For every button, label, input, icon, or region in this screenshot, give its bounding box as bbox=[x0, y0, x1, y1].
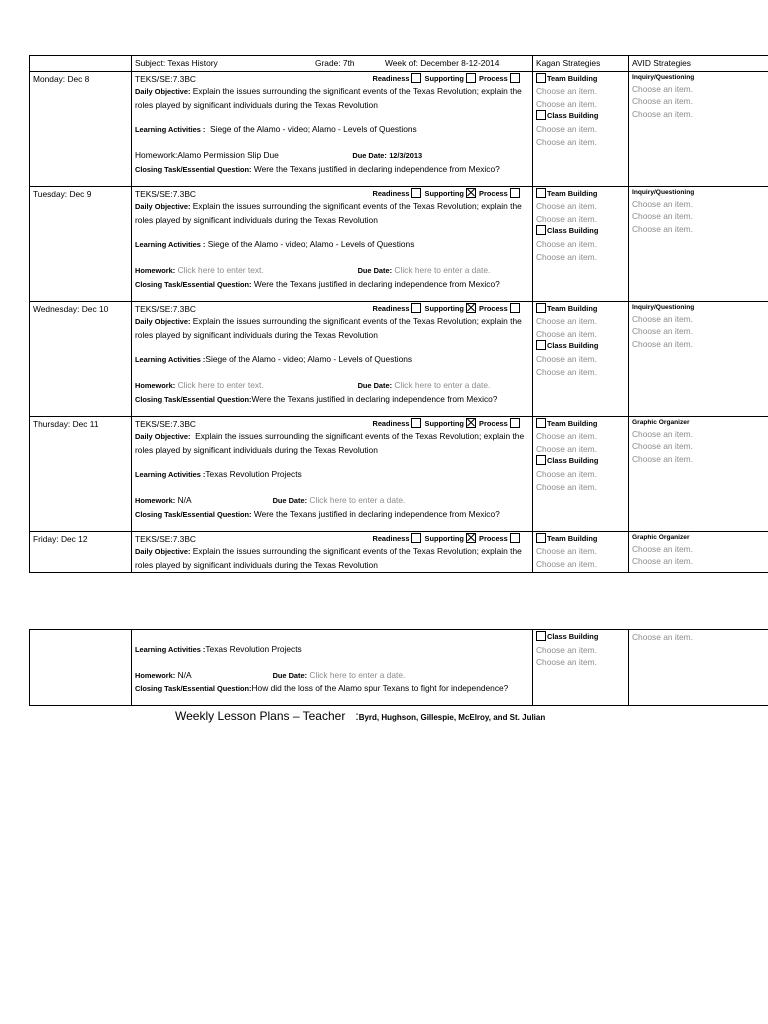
activities-label: Learning Activities : bbox=[135, 240, 206, 250]
homework bbox=[135, 669, 529, 683]
objective-label: Daily Objective: bbox=[135, 87, 191, 97]
activities-label: Learning Activities : bbox=[135, 355, 206, 365]
day-row-monday bbox=[30, 71, 768, 186]
day-label: Friday: bbox=[33, 533, 59, 544]
day-date: Dec 12 bbox=[60, 533, 88, 544]
team-building[interactable] bbox=[536, 73, 625, 86]
kagan-choose-3[interactable]: Choose an item. bbox=[536, 353, 597, 364]
tek-type bbox=[372, 533, 529, 546]
avid-cell bbox=[629, 630, 768, 706]
kagan-cell bbox=[533, 416, 629, 531]
kagan-choose-2[interactable]: Choose an item. bbox=[536, 328, 597, 339]
day-label: Thursday: bbox=[33, 418, 71, 429]
kagan-choose-1[interactable]: Choose an item. bbox=[536, 644, 597, 655]
homework-placeholder[interactable]: Click here to enter text. bbox=[177, 379, 264, 390]
kagan-choose-4[interactable]: Choose an item. bbox=[536, 481, 597, 492]
kagan-choose-1[interactable]: Choose an item. bbox=[536, 431, 597, 442]
teks-label: TEKS/SE:7.3BC bbox=[135, 73, 196, 84]
plan-cell bbox=[132, 416, 533, 531]
day-date: Dec 8 bbox=[67, 73, 90, 84]
avid-cell bbox=[629, 71, 768, 186]
class-building-label: Class Building bbox=[547, 111, 599, 121]
tek-type bbox=[372, 418, 529, 431]
homework-text[interactable]: N/A bbox=[177, 669, 192, 680]
avid-choose-1[interactable]: Choose an item. bbox=[632, 198, 693, 209]
plan-cell bbox=[132, 301, 533, 416]
day-cell bbox=[30, 416, 132, 531]
teks-line bbox=[135, 418, 529, 431]
activities-text: Siege of the Alamo - video; Alamo - Levels of Questions bbox=[205, 354, 413, 365]
avid-cell bbox=[629, 531, 768, 573]
team-building-label: Team Building bbox=[547, 188, 598, 198]
objective-label: Daily Objective: bbox=[135, 202, 191, 212]
closing-text: Were the Texans justified in declaring independence from Mexico? bbox=[251, 393, 498, 404]
day-label: Wednesday: bbox=[33, 303, 80, 314]
day-cell bbox=[30, 186, 132, 301]
footer-colon: : bbox=[355, 709, 359, 723]
homework bbox=[135, 494, 529, 508]
day-cell bbox=[30, 71, 132, 186]
readiness-label: Readiness bbox=[372, 303, 410, 313]
team-building-label: Team Building bbox=[547, 73, 598, 83]
process-label: Process bbox=[479, 533, 508, 543]
readiness-checkbox[interactable] bbox=[411, 303, 421, 313]
kagan-cell bbox=[533, 301, 629, 416]
objective-label: Daily Objective: bbox=[135, 432, 191, 442]
day-date: Dec 11 bbox=[72, 418, 99, 429]
teks-line bbox=[135, 188, 529, 201]
closing bbox=[135, 278, 529, 292]
teks-label: TEKS/SE:7.3BC bbox=[135, 418, 196, 429]
class-building-label: Class Building bbox=[547, 226, 599, 236]
tek-type bbox=[372, 188, 529, 201]
continuation-table bbox=[29, 629, 768, 706]
supporting-checkbox[interactable] bbox=[466, 73, 476, 83]
team-building[interactable] bbox=[536, 303, 625, 316]
supporting-label: Supporting bbox=[424, 188, 464, 198]
kagan-cell bbox=[533, 71, 629, 186]
teks-label: TEKS/SE:7.3BC bbox=[135, 303, 196, 314]
kagan-choose-3[interactable]: Choose an item. bbox=[536, 123, 597, 134]
grade-label: Grade: 7th bbox=[315, 58, 355, 68]
day-cell bbox=[30, 301, 132, 416]
closing-label: Closing Task/Essential Question: bbox=[135, 684, 252, 694]
activities bbox=[135, 238, 529, 252]
day-date: Dec 10 bbox=[81, 303, 109, 314]
class-building[interactable] bbox=[536, 225, 625, 238]
kagan-cell bbox=[533, 630, 629, 706]
closing bbox=[135, 682, 529, 696]
activities bbox=[135, 123, 529, 137]
supporting-label: Supporting bbox=[424, 73, 464, 83]
due-placeholder[interactable]: Click here to enter a date. bbox=[309, 669, 406, 680]
due-label: Due Date: bbox=[272, 670, 308, 680]
plan-cell bbox=[132, 71, 533, 186]
day-row-thursday bbox=[30, 416, 768, 531]
closing bbox=[135, 508, 529, 522]
process-checkbox[interactable] bbox=[510, 73, 520, 83]
homework-label: Homework: bbox=[135, 265, 176, 275]
kagan-choose-4[interactable]: Choose an item. bbox=[536, 366, 597, 377]
team-building-checkbox[interactable] bbox=[536, 418, 546, 428]
process-label: Process bbox=[479, 303, 508, 313]
homework-label: Homework: bbox=[135, 495, 176, 505]
activities-text: Siege of the Alamo - video; Alamo - Levels of Questions bbox=[207, 239, 415, 250]
class-building-checkbox[interactable] bbox=[536, 225, 546, 235]
team-building-checkbox[interactable] bbox=[536, 188, 546, 198]
closing-text: Were the Texans justified in declaring independence from Mexico? bbox=[253, 508, 500, 519]
class-building[interactable] bbox=[536, 340, 625, 353]
avid-strategy: Inquiry/Questioning bbox=[632, 188, 695, 196]
readiness-label: Readiness bbox=[372, 73, 410, 83]
footer-teachers: Byrd, Hughson, Gillespie, McElroy, and St. Julian bbox=[358, 713, 546, 722]
readiness-label: Readiness bbox=[372, 188, 410, 198]
homework-label: Homework: bbox=[135, 149, 178, 160]
class-building[interactable] bbox=[536, 631, 625, 644]
continuation-blank-cell bbox=[30, 630, 132, 706]
kagan-choose-1[interactable]: Choose an item. bbox=[536, 316, 597, 327]
homework bbox=[135, 264, 529, 278]
readiness-label: Readiness bbox=[372, 418, 410, 428]
supporting-label: Supporting bbox=[424, 533, 464, 543]
due-placeholder[interactable]: Click here to enter a date. bbox=[309, 494, 406, 505]
avid-choose-3[interactable]: Choose an item. bbox=[632, 338, 693, 349]
objective-text: Explain the issues surrounding the significant events of the Texas Revolution; explain the roles played by significant individuals during the Texas Revolution bbox=[135, 86, 522, 110]
objective-text: Explain the issues surrounding the significant events of the Texas Revolution; explain the roles played by significant individuals during the Texas Revolution bbox=[135, 546, 522, 570]
avid-header: AVID Strategies bbox=[629, 56, 768, 72]
kagan-choose-3[interactable]: Choose an item. bbox=[536, 238, 597, 249]
continuation-row bbox=[30, 630, 768, 706]
team-building[interactable] bbox=[536, 418, 625, 431]
objective-label: Daily Objective: bbox=[135, 317, 191, 327]
activities-text: Siege of the Alamo - video; Alamo - Levels of Questions bbox=[210, 124, 417, 135]
header-row bbox=[30, 56, 768, 72]
avid-choose-3[interactable]: Choose an item. bbox=[632, 223, 693, 234]
kagan-choose-2[interactable]: Choose an item. bbox=[536, 657, 597, 668]
kagan-choose-1[interactable]: Choose an item. bbox=[536, 86, 597, 97]
closing-label: Closing Task/Essential Question: bbox=[135, 394, 252, 404]
class-building[interactable] bbox=[536, 110, 625, 123]
day-date: Dec 9 bbox=[69, 188, 92, 199]
closing-label: Closing Task/Essential Question: bbox=[135, 509, 252, 519]
closing bbox=[135, 163, 529, 177]
team-building-checkbox[interactable] bbox=[536, 303, 546, 313]
closing-text: Were the Texans justified in declaring independence from Mexico? bbox=[253, 278, 500, 289]
due-label: Due Date: bbox=[272, 495, 308, 505]
week-label: Week of: December 8-12-2014 bbox=[385, 58, 500, 68]
avid-strategy: Inquiry/Questioning bbox=[632, 73, 695, 81]
day-cell bbox=[30, 531, 132, 573]
due-label: Due Date: bbox=[352, 150, 387, 160]
activities-text: Texas Revolution Projects bbox=[205, 644, 302, 654]
due-placeholder[interactable]: Click here to enter a date. bbox=[394, 264, 491, 275]
kagan-choose-3[interactable]: Choose an item. bbox=[536, 468, 597, 479]
process-label: Process bbox=[479, 418, 508, 428]
activities-label: Learning Activities : bbox=[135, 470, 206, 480]
supporting-checkbox-checked[interactable] bbox=[466, 188, 476, 198]
kagan-header: Kagan Strategies bbox=[533, 56, 629, 72]
team-building[interactable] bbox=[536, 533, 625, 546]
avid-cell bbox=[629, 186, 768, 301]
avid-choose-1[interactable]: Choose an item. bbox=[632, 543, 693, 554]
header-subject-cell bbox=[132, 56, 533, 72]
class-building-label: Class Building bbox=[547, 632, 599, 641]
readiness-label: Readiness bbox=[372, 533, 410, 543]
avid-choose-2[interactable]: Choose an item. bbox=[632, 326, 693, 337]
class-building-checkbox[interactable] bbox=[536, 110, 546, 120]
class-building-checkbox[interactable] bbox=[536, 631, 546, 641]
day-row-friday bbox=[30, 531, 768, 573]
avid-choose-2[interactable]: Choose an item. bbox=[632, 556, 693, 567]
kagan-choose-2[interactable]: Choose an item. bbox=[536, 558, 597, 569]
objective bbox=[135, 85, 529, 111]
kagan-choose-2[interactable]: Choose an item. bbox=[536, 98, 597, 109]
header-blank-cell bbox=[30, 56, 132, 72]
closing-text: How did the loss of the Alamo spur Texans to fight for independence? bbox=[251, 683, 509, 694]
activities-text: Texas Revolution Projects bbox=[205, 469, 302, 480]
supporting-label: Supporting bbox=[424, 303, 464, 313]
readiness-checkbox[interactable] bbox=[411, 73, 421, 83]
day-row-tuesday bbox=[30, 186, 768, 301]
objective bbox=[135, 200, 529, 226]
avid-strategy: Graphic Organizer bbox=[632, 533, 690, 541]
avid-choose-3[interactable]: Choose an item. bbox=[632, 108, 693, 119]
objective-text: Explain the issues surrounding the significant events of the Texas Revolution; explain the roles played by significant individuals during the Texas Revolution bbox=[135, 316, 522, 340]
footer-title: Weekly Lesson Plans – Teacher bbox=[175, 709, 346, 723]
process-checkbox[interactable] bbox=[510, 533, 520, 543]
activities-label: Learning Activities : bbox=[135, 645, 206, 654]
supporting-label: Supporting bbox=[424, 418, 464, 428]
process-checkbox[interactable] bbox=[510, 303, 520, 313]
homework bbox=[135, 379, 529, 393]
kagan-choose-1[interactable]: Choose an item. bbox=[536, 546, 597, 557]
class-building-label: Class Building bbox=[547, 456, 599, 466]
due-label: Due Date: bbox=[357, 265, 393, 275]
avid-cell bbox=[629, 301, 768, 416]
objective bbox=[135, 545, 529, 571]
teks-label: TEKS/SE:7.3BC bbox=[135, 533, 196, 544]
kagan-choose-2[interactable]: Choose an item. bbox=[536, 213, 597, 224]
supporting-checkbox-checked[interactable] bbox=[466, 533, 476, 543]
objective bbox=[135, 315, 529, 341]
team-building[interactable] bbox=[536, 188, 625, 201]
avid-choose-1[interactable]: Choose an item. bbox=[632, 632, 693, 642]
activities-label: Learning Activities : bbox=[135, 125, 206, 135]
tek-type bbox=[372, 73, 529, 86]
homework-label: Homework: bbox=[135, 670, 176, 680]
homework-label: Homework: bbox=[135, 380, 176, 390]
objective-text: Explain the issues surrounding the significant events of the Texas Revolution; explain the roles played by significant individuals during the Texas Revolution bbox=[135, 201, 522, 225]
supporting-checkbox-checked[interactable] bbox=[466, 418, 476, 428]
objective bbox=[135, 430, 529, 456]
due-label: Due Date: bbox=[357, 380, 393, 390]
objective-text: Explain the issues surrounding the significant events of the Texas Revolution; explain the roles played by significant individuals during the Texas Revolution bbox=[135, 431, 525, 455]
day-label: Tuesday: bbox=[33, 188, 68, 199]
team-building-label: Team Building bbox=[547, 533, 598, 543]
avid-strategy: Graphic Organizer bbox=[632, 418, 690, 426]
class-building-checkbox[interactable] bbox=[536, 455, 546, 465]
avid-choose-2[interactable]: Choose an item. bbox=[632, 96, 693, 107]
teks-line bbox=[135, 303, 529, 316]
class-building-label: Class Building bbox=[547, 341, 599, 351]
closing-label: Closing Task/Essential Question: bbox=[135, 164, 252, 174]
page-footer bbox=[175, 709, 545, 723]
avid-cell bbox=[629, 416, 768, 531]
readiness-checkbox[interactable] bbox=[411, 188, 421, 198]
readiness-checkbox[interactable] bbox=[411, 533, 421, 543]
plan-cell bbox=[132, 186, 533, 301]
teks-line bbox=[135, 533, 529, 546]
avid-strategy: Inquiry/Questioning bbox=[632, 303, 695, 311]
avid-choose-2[interactable]: Choose an item. bbox=[632, 211, 693, 222]
kagan-cell bbox=[533, 186, 629, 301]
avid-choose-1[interactable]: Choose an item. bbox=[632, 428, 693, 439]
readiness-checkbox[interactable] bbox=[411, 418, 421, 428]
homework-text[interactable]: Alamo Permission Slip Due bbox=[177, 149, 279, 160]
team-building-label: Team Building bbox=[547, 418, 598, 428]
teks-line bbox=[135, 73, 529, 86]
kagan-choose-4[interactable]: Choose an item. bbox=[536, 251, 597, 262]
avid-choose-3[interactable]: Choose an item. bbox=[632, 453, 693, 464]
activities bbox=[135, 353, 529, 367]
tek-type bbox=[372, 303, 529, 316]
kagan-cell bbox=[533, 531, 629, 573]
class-building-checkbox[interactable] bbox=[536, 340, 546, 350]
homework bbox=[135, 149, 529, 163]
homework-placeholder[interactable]: Click here to enter text. bbox=[177, 264, 264, 275]
day-label: Monday: bbox=[33, 73, 66, 84]
kagan-choose-1[interactable]: Choose an item. bbox=[536, 201, 597, 212]
activities bbox=[135, 468, 529, 482]
team-building-label: Team Building bbox=[547, 303, 598, 313]
closing bbox=[135, 393, 529, 407]
activities bbox=[135, 643, 529, 657]
due-placeholder[interactable]: Click here to enter a date. bbox=[394, 379, 491, 390]
kagan-choose-2[interactable]: Choose an item. bbox=[536, 443, 597, 454]
lesson-plan-table bbox=[29, 55, 768, 573]
subject-label: Subject: Texas History bbox=[135, 58, 218, 68]
teks-label: TEKS/SE:7.3BC bbox=[135, 188, 196, 199]
avid-choose-2[interactable]: Choose an item. bbox=[632, 441, 693, 452]
process-checkbox[interactable] bbox=[510, 418, 520, 428]
class-building[interactable] bbox=[536, 455, 625, 468]
objective-label: Daily Objective: bbox=[135, 547, 191, 557]
supporting-checkbox-checked[interactable] bbox=[466, 303, 476, 313]
team-building-checkbox[interactable] bbox=[536, 73, 546, 83]
continuation-plan-cell bbox=[132, 630, 533, 706]
process-label: Process bbox=[479, 188, 508, 198]
process-label: Process bbox=[479, 73, 508, 83]
due-text[interactable]: 12/3/2013 bbox=[389, 150, 423, 160]
team-building-checkbox[interactable] bbox=[536, 533, 546, 543]
avid-choose-1[interactable]: Choose an item. bbox=[632, 313, 693, 324]
homework-text[interactable]: N/A bbox=[177, 494, 192, 505]
day-row-wednesday bbox=[30, 301, 768, 416]
closing-text: Were the Texans justified in declaring independence from Mexico? bbox=[253, 163, 500, 174]
kagan-choose-4[interactable]: Choose an item. bbox=[536, 136, 597, 147]
process-checkbox[interactable] bbox=[510, 188, 520, 198]
closing-label: Closing Task/Essential Question: bbox=[135, 279, 252, 289]
plan-cell bbox=[132, 531, 533, 573]
avid-choose-1[interactable]: Choose an item. bbox=[632, 83, 693, 94]
